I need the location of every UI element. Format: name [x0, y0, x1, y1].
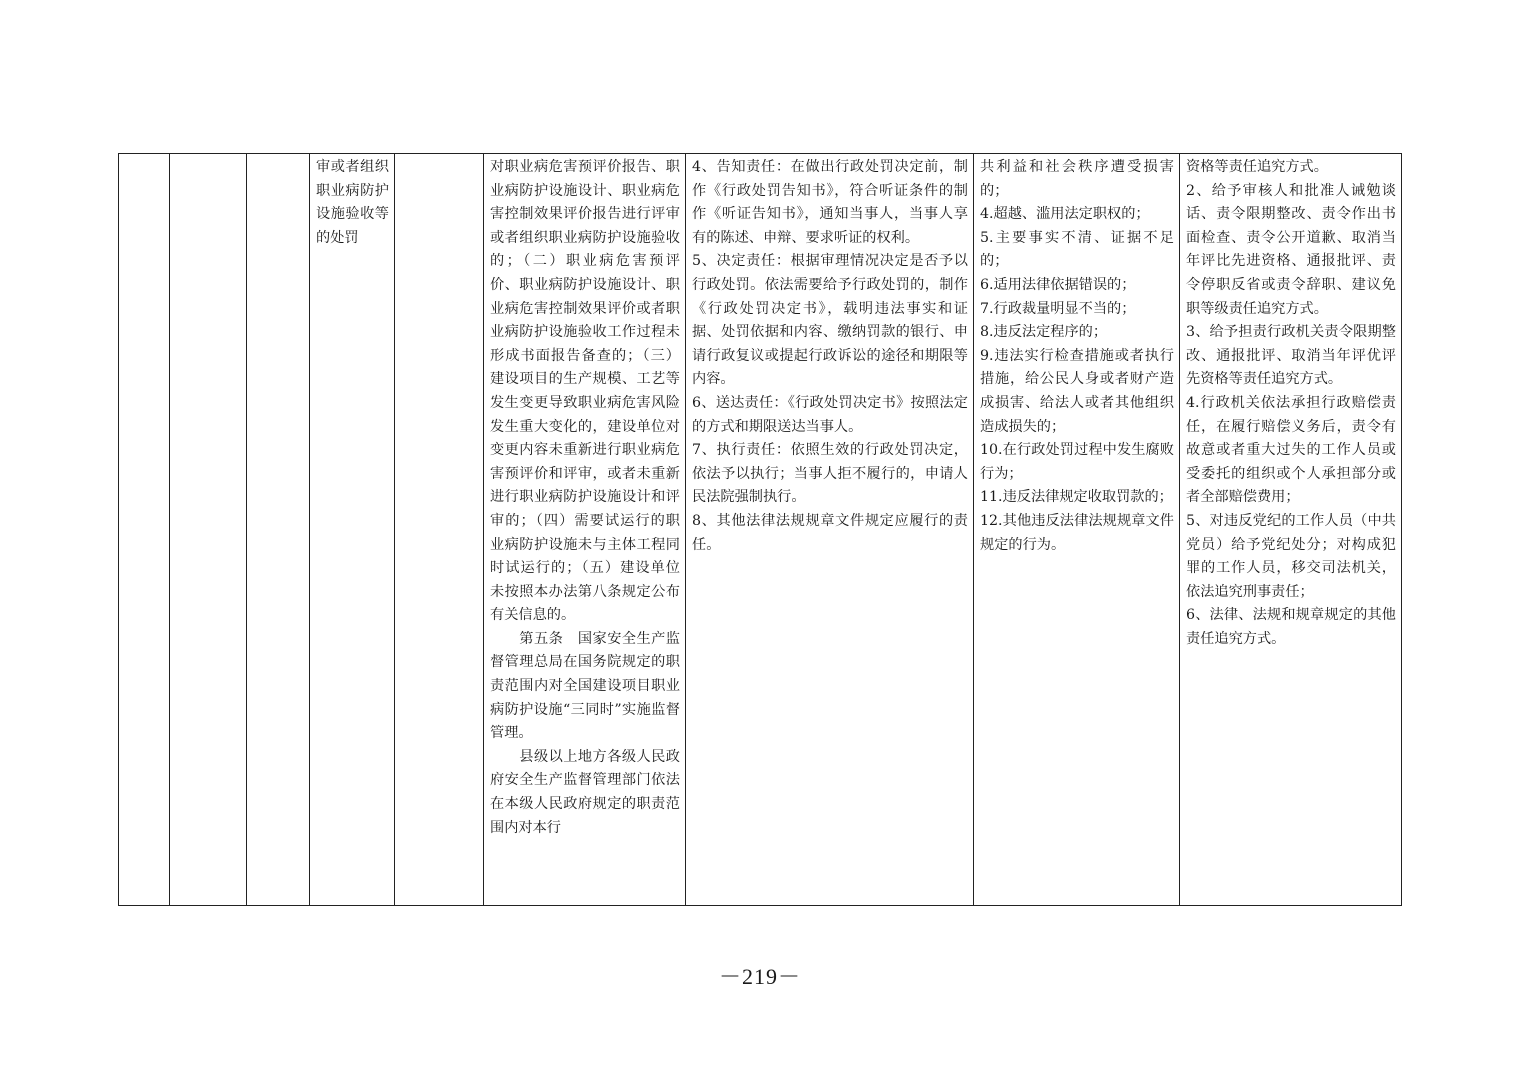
cell-accountability-cases: 共利益和社会秩序遭受损害的； 4.超越、滥用法定职权的； 5.主要事实不清、证据不足的； 6.适用法律依据错误的； 7.行政裁量明显不当的； 8.违反法定程序的； 9.违法实行检查措施或者执行措施，给公民人身或者财产造成损害、给法人或者其他组织造成损失的； 10.在行政处罚过程中发生腐败行为； 11.违反法律规定收取罚款的； 12.其他违反法律法规规章文件规定的行为。 — [974, 154, 1180, 906]
table-row — [119, 154, 1402, 906]
cell-empty-3 — [247, 154, 310, 906]
cell-accountability-methods: 资格等责任追究方式。 2、给予审核人和批准人诫勉谈话、责令限期整改、责令作出书面检查、责令公开道歉、取消当年评比先进资格、通报批评、责令停职反省或责令辞职、建议免职等级责任追究方式。 3、给予担责行政机关责令限期整改、通报批评、取消当年评优评先资格等责任追究方式。 4.行政机关依法承担行政赔偿责任，在履行赔偿义务后，责令有故意或者重大过失的工作人员或受委托的组织或个人承担部分或者全部赔偿费用； 5、对违反党纪的工作人员（中共党员）给予党纪处分；对构成犯罪的工作人员，移交司法机关，依法追究刑事责任； 6、法律、法规和规章规定的其他责任追究方式。 — [1180, 154, 1402, 906]
cell-responsibility: 4、告知责任：在做出行政处罚决定前，制作《行政处罚告知书》，符合听证条件的制作《听证告知书》，通知当事人，当事人享有的陈述、申辩、要求听证的权利。 5、决定责任：根据审理情况决定是否予以行政处罚。依法需要给予行政处罚的，制作《行政处罚决定书》，载明违法事实和证据、处罚依据和内容、缴纳罚款的银行、申请行政复议或提起行政诉讼的途径和期限等内容。 6、送达责任：《行政处罚决定书》按照法定的方式和期限送达当事人。 7、执行责任：依照生效的行政处罚决定，依法予以执行；当事人拒不履行的，申请人民法院强制执行。 8、其他法律法规规章文件规定应履行的责任。 — [686, 154, 974, 906]
page-number: －219－ — [718, 964, 801, 989]
cell-legal-basis: 对职业病危害预评价报告、职业病防护设施设计、职业病危害控制效果评价报告进行评审或者组织职业病防护设施验收的；（二）职业病危害预评价、职业病防护设施设计、职业病危害控制效果评价或者职业病防护设施验收工作过程未形成书面报告备查的；（三）建设项目的生产规模、工艺等发生变更导致职业病危害风险发生重大变化的，建设单位对变更内容未重新进行职业病危害预评价和评审，或者未重新进行职业病防护设施设计和评审的；（四）需要试运行的职业病防护设施未与主体工程同时试运行的；（五）建设单位未按照本办法第八条规定公布有关信息的。 第五条 国家安全生产监督管理总局在国务院规定的职责范围内对全国建设项目职业病防护设施“三同时”实施监督管理。 县级以上地方各级人民政府安全生产监督管理部门依法在本级人民政府规定的职责范围内对本行 — [484, 154, 686, 906]
cell-item-name: 审或者组织职业病防护设施验收等的处罚 — [310, 154, 395, 906]
cell-empty-1 — [119, 154, 170, 906]
responsibility-table — [118, 153, 1402, 906]
cell-empty-2 — [170, 154, 247, 906]
cell-empty-4 — [395, 154, 484, 906]
